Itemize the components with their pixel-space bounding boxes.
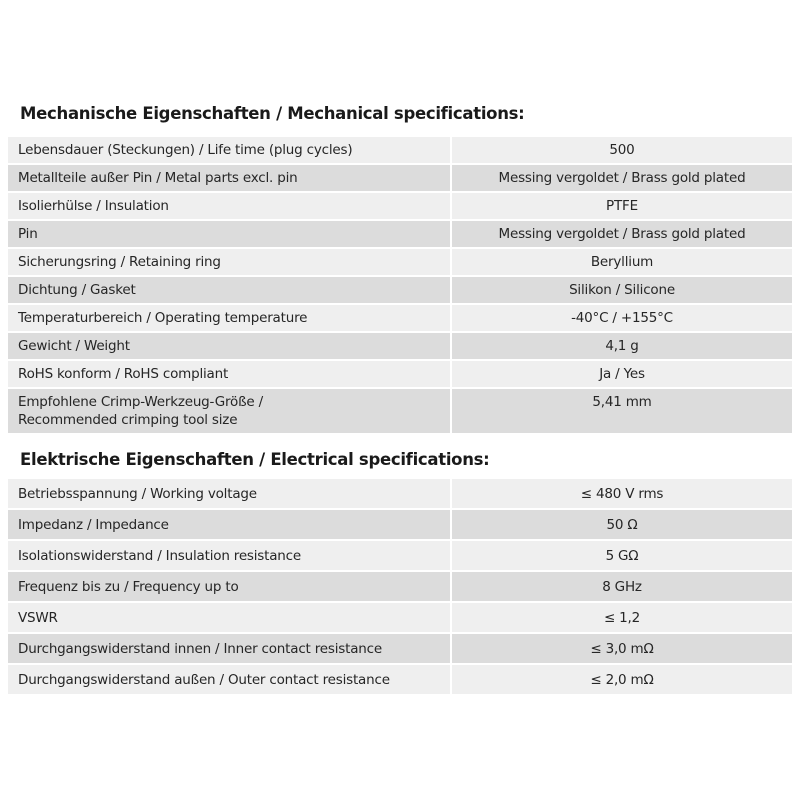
spec-value: -40°C / +155°C: [452, 305, 792, 331]
table-row: [8, 510, 792, 541]
spec-value: PTFE: [452, 193, 792, 219]
spec-value: 50 Ω: [452, 510, 792, 539]
spec-label: Sicherungsring / Retaining ring: [8, 249, 452, 275]
spec-value: ≤ 2,0 mΩ: [452, 665, 792, 694]
spec-label-line: Recommended crimping tool size: [18, 412, 238, 428]
spec-value: ≤ 480 V rms: [452, 479, 792, 508]
spec-label: Isolierhülse / Insulation: [8, 193, 452, 219]
spec-label: Pin: [8, 221, 452, 247]
spec-label: Gewicht / Weight: [8, 333, 452, 359]
mechanical-specs-table: [8, 137, 792, 435]
spec-value: ≤ 3,0 mΩ: [452, 634, 792, 663]
spec-value: 5,41 mm: [452, 389, 792, 433]
spec-label: Metallteile außer Pin / Metal parts excl. pin: [8, 165, 452, 191]
mechanical-specs-title: Mechanische Eigenschaften / Mechanical specifications:: [20, 104, 525, 123]
table-row: [8, 572, 792, 603]
spec-label: Temperaturbereich / Operating temperature: [8, 305, 452, 331]
electrical-specs-table: [8, 479, 792, 696]
spec-label: RoHS konform / RoHS compliant: [8, 361, 452, 387]
table-row: [8, 137, 792, 165]
spec-value: Beryllium: [452, 249, 792, 275]
table-row: [8, 541, 792, 572]
spec-value: Silikon / Silicone: [452, 277, 792, 303]
spec-label: Isolationswiderstand / Insulation resistance: [8, 541, 452, 570]
spec-label: Durchgangswiderstand außen / Outer contact resistance: [8, 665, 452, 694]
spec-label: VSWR: [8, 603, 452, 632]
spec-label: Durchgangswiderstand innen / Inner contact resistance: [8, 634, 452, 663]
spec-value: 500: [452, 137, 792, 163]
table-row: [8, 305, 792, 333]
spec-value: 4,1 g: [452, 333, 792, 359]
table-row: [8, 634, 792, 665]
spec-label-line: Empfohlene Crimp-Werkzeug-Größe /: [18, 394, 263, 410]
table-row: [8, 165, 792, 193]
spec-value: Ja / Yes: [452, 361, 792, 387]
spec-value: ≤ 1,2: [452, 603, 792, 632]
spec-value: 5 GΩ: [452, 541, 792, 570]
spec-label: Dichtung / Gasket: [8, 277, 452, 303]
table-row: [8, 479, 792, 510]
spec-label: [8, 389, 452, 433]
table-row: [8, 221, 792, 249]
spec-value: Messing vergoldet / Brass gold plated: [452, 221, 792, 247]
electrical-specs-title: Elektrische Eigenschaften / Electrical specifications:: [20, 450, 490, 469]
spec-value: 8 GHz: [452, 572, 792, 601]
spec-value: Messing vergoldet / Brass gold plated: [452, 165, 792, 191]
table-row: [8, 665, 792, 696]
spec-label: Impedanz / Impedance: [8, 510, 452, 539]
spec-label: Lebensdauer (Steckungen) / Life time (plug cycles): [8, 137, 452, 163]
table-row: [8, 603, 792, 634]
spec-label: Frequenz bis zu / Frequency up to: [8, 572, 452, 601]
table-row: [8, 277, 792, 305]
table-row: [8, 389, 792, 435]
spec-label: Betriebsspannung / Working voltage: [8, 479, 452, 508]
table-row: [8, 193, 792, 221]
table-row: [8, 249, 792, 277]
table-row: [8, 333, 792, 361]
table-row: [8, 361, 792, 389]
